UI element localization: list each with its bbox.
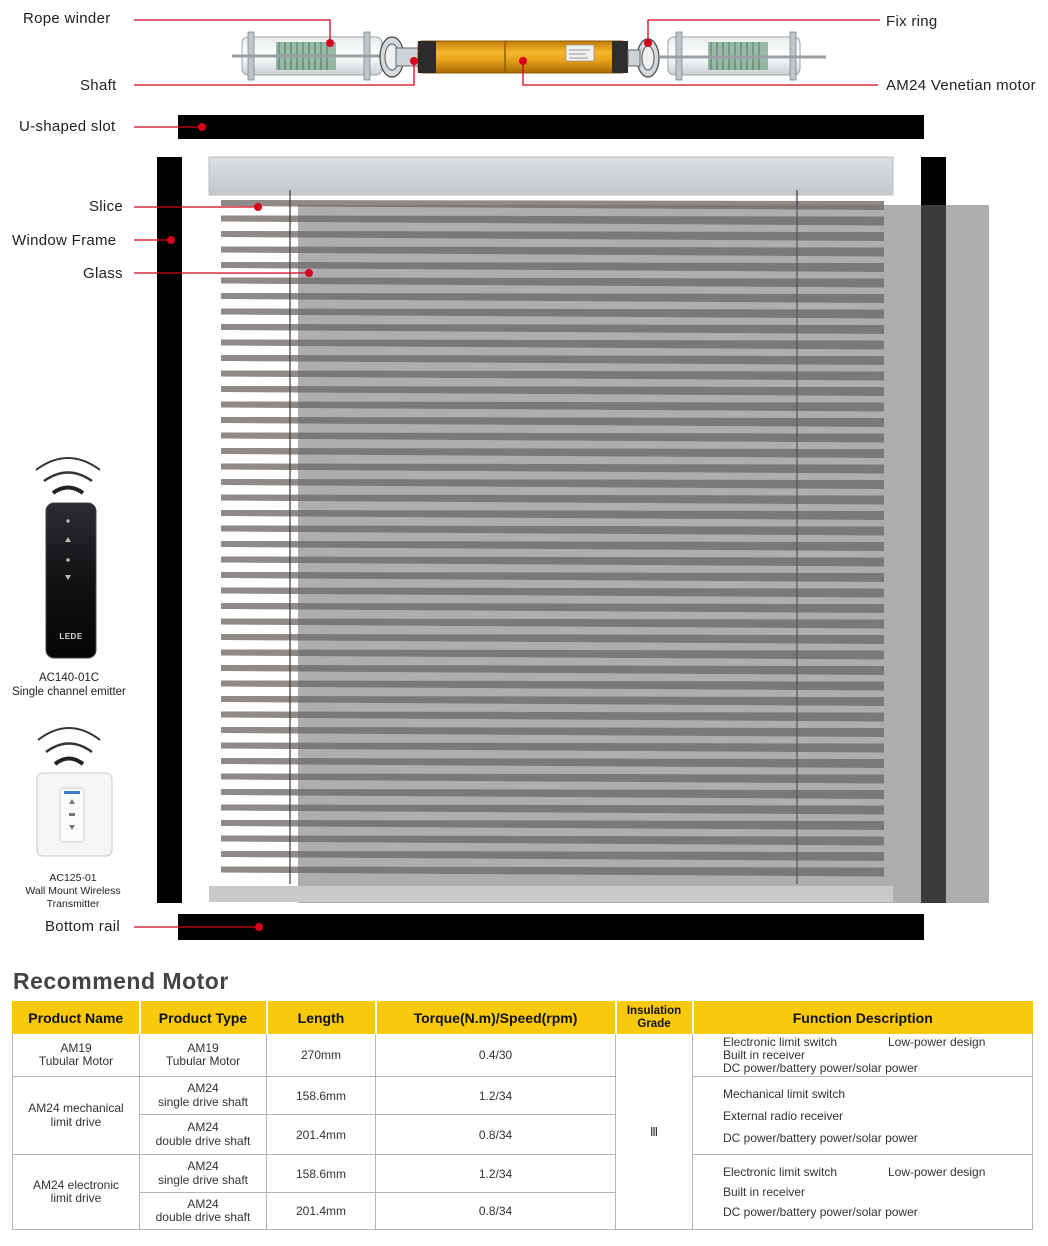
cell-product-name [13,1034,140,1077]
table-row [13,1077,1033,1115]
label-u-slot: U-shaped slot [19,118,116,135]
function-text: DC power/battery power/solar power [723,1130,918,1145]
table-header-row [13,1002,1033,1034]
wall-switch [37,728,112,856]
remote-logo: LEDE [59,632,83,641]
cell-text: Tubular Motor [38,1054,114,1068]
shaft-coupling [380,37,418,77]
bottom-rail [178,914,924,940]
header-length: Length [267,1002,376,1034]
cell-text: single drive shaft [157,1094,249,1109]
wall-model: AC125-01 [49,872,97,884]
header-function: Function Description [693,1002,1033,1034]
function-text: Mechanical limit switch [723,1086,846,1101]
wall-caption [8,872,138,911]
header-torque-speed: Torque(N.m)/Speed(rpm) [376,1002,616,1034]
label-shaft: Shaft [80,77,117,94]
cell-text: limit drive [50,1191,102,1205]
label-bottom-rail: Bottom rail [45,918,120,935]
function-text: Electronic limit switch [723,1034,838,1049]
cell-product-type [140,1034,267,1077]
remote-name: Single channel emitter [12,686,126,698]
cell-function [693,1077,1033,1155]
cell-torque: 0.4/30 [376,1034,616,1077]
cell-text: AM19 [187,1040,219,1055]
function-text: Built in receiver [723,1047,806,1062]
cell-text: AM24 mechanical [28,1101,124,1115]
u-shaped-slot [178,115,924,139]
function-text: DC power/battery power/solar power [723,1205,918,1219]
label-motor: AM24 Venetian motor [886,77,1036,94]
header-product-name: Product Name [13,1002,140,1034]
cell-torque: 0.8/34 [376,1193,616,1230]
rope-winder-left [232,32,392,80]
header-insulation [616,1002,693,1034]
cell-product-name [13,1077,140,1155]
cell-length: 201.4mm [267,1115,376,1155]
cell-text: Tubular Motor [165,1054,241,1068]
function-text: Built in receiver [723,1185,806,1199]
wall-name-1: Wall Mount Wireless [25,885,121,897]
cell-function [693,1034,1033,1077]
remote-model: AC140-01C [38,672,100,684]
fix-ring [628,39,659,77]
window-frame-left [157,157,182,903]
cell-text: limit drive [50,1114,102,1129]
head-rail [209,157,893,195]
function-text: Low-power design [888,1165,986,1179]
glass [298,205,989,903]
function-text: Low-power design [888,1034,986,1049]
cell-function [693,1155,1033,1230]
cell-text: AM24 [187,1196,219,1211]
remote-control [36,458,100,658]
cell-torque: 1.2/34 [376,1077,616,1115]
cell-product-type [140,1155,267,1193]
cell-text: AM19 [60,1040,92,1055]
cell-text: AM24 [187,1159,219,1173]
cell-text: single drive shaft [157,1172,249,1187]
cell-torque: 1.2/34 [376,1155,616,1193]
remote-caption [0,671,138,699]
function-text: DC power/battery power/solar power [723,1061,918,1075]
cell-insulation: Ⅲ [616,1034,693,1230]
cell-text: double drive shaft [155,1210,251,1224]
cell-length: 270mm [267,1034,376,1077]
cell-text: double drive shaft [155,1133,251,1148]
cell-length: 201.4mm [267,1193,376,1230]
function-text: Electronic limit switch [723,1165,838,1179]
header-product-type: Product Type [140,1002,267,1034]
cell-product-name [13,1155,140,1230]
label-glass: Glass [83,265,123,282]
section-title: Recommend Motor [13,968,229,994]
table-row [13,1155,1033,1193]
header-insulation-line1: Insulation [626,1004,682,1017]
cell-length: 158.6mm [267,1155,376,1193]
cell-length: 158.6mm [267,1077,376,1115]
table-row [13,1034,1033,1077]
cell-text: AM24 electronic [32,1177,120,1192]
function-text: External radio receiver [723,1108,844,1123]
function-line [723,1035,1028,1049]
cell-torque: 0.8/34 [376,1115,616,1155]
bottom-rail-bar [209,886,893,902]
cell-text: AM24 [187,1120,219,1134]
label-slice: Slice [89,198,124,215]
cell-product-type [140,1115,267,1155]
label-window-frame: Window Frame [12,232,117,249]
cell-product-type [140,1077,267,1115]
header-insulation-line2: Grade [637,1017,671,1030]
cell-product-type [140,1193,267,1230]
motor-spec-table [12,1001,1033,1230]
rope-winder-right [660,32,826,80]
label-rope-winder: Rope winder [23,10,111,27]
label-fix-ring: Fix ring [886,13,938,30]
function-line [723,1162,1028,1182]
cell-text: AM24 [187,1081,219,1095]
wall-name-2: Transmitter [46,898,100,910]
